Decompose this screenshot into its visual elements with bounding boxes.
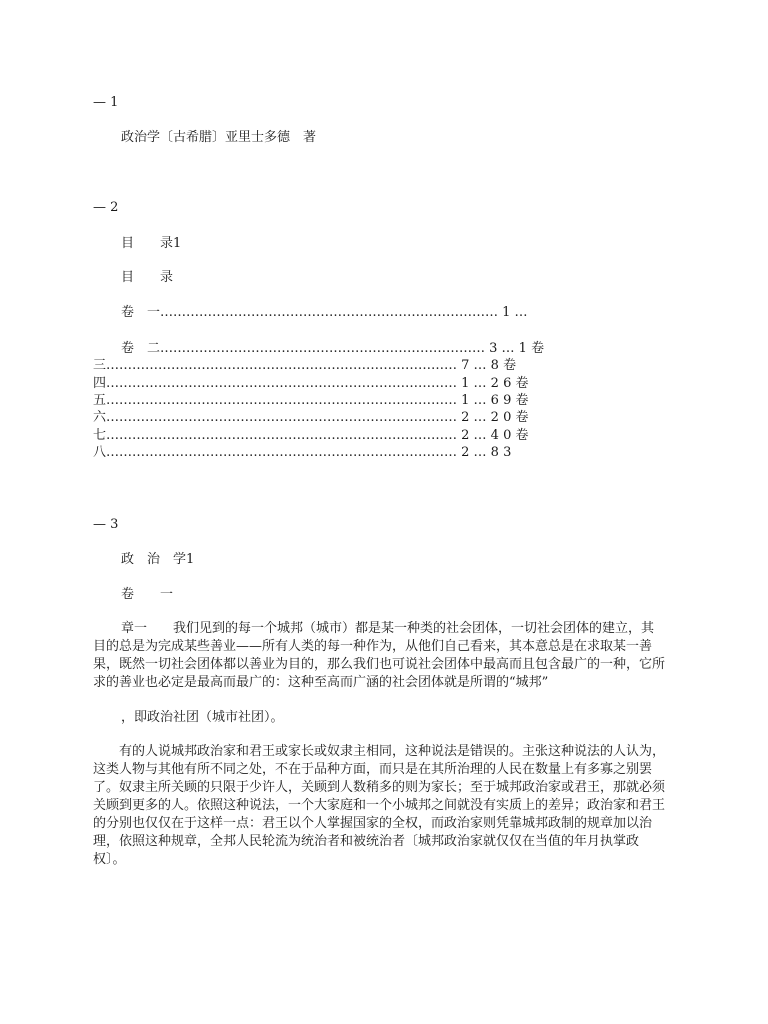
chapter-paragraph-2: 有的人说城邦政治家和君王或家长或奴隶主相同，这种说法是错误的。主张这种说法的人认为，这类人物与其他有所不同之处，不在于品种方面，而只是在其所治理的人民在数量上有多寡之别罢了。奴隶主所关顾的只限于少许人，关顾到人数稍多的则为家长；至于城邦政治家或君王，那就必须关顾到更多的人。依照这种说法，一个大家庭和一个小城邦之间就没有实质上的差异；政治家和君王的分别也仅仅在于这样一点：君王以个人掌握国家的全权，而政治家则凭靠城邦政制的规章加以治理，依照这种规章，全邦人民轮流为统治者和被统治者〔城邦政治家就仅仅在当值的年月执掌政权〕。 [93,744,666,867]
paragraph-continuation: ，即政治社团（城市社团）。 [121,710,284,725]
toc-row: 四……………………………………………………………………… 1 … 2 6 卷 [93,376,529,391]
work-title: 政 治 学1 [121,552,195,567]
section-marker-1: — 1 [93,95,119,110]
chapter-label: 章一 [121,621,148,636]
chapter-paragraph-1 [93,620,665,692]
section-marker-3: — 3 [93,517,119,532]
toc-row: 八……………………………………………………………………… 2 … 8 3 [93,445,512,460]
toc-heading-1: 目 录1 [121,236,182,251]
section-marker-2: — 2 [93,200,119,215]
book-heading: 卷 一 [121,587,174,602]
book-title-line: 政治学〔古希腊〕亚里士多德 著 [121,130,317,145]
toc-row: 六……………………………………………………………………… 2 … 2 0 卷 [93,410,529,425]
toc-row: 三……………………………………………………………………… 7 … 8 卷 [93,358,517,373]
toc-row: 七……………………………………………………………………… 2 … 4 0 卷 [93,428,529,443]
toc-line-book-1: 卷 一…………………………………………………………………… 1 … [121,305,528,320]
toc-heading-2: 目 录 [121,270,174,285]
toc-row: 五……………………………………………………………………… 1 … 6 9 卷 [93,393,529,408]
toc-line-book-2: 卷 二………………………………………………………………… 3 … 1 卷 [121,341,545,356]
paragraph-text: 我们见到的每一个城邦（城市）都是某一种类的社会团体，一切社会团体的建立，其目的总是为完成某些善业——所有人类的每一种作为，从他们自己看来，其本意总是在求取某一善果，既然一切社会团体都以善业为目的，那么我们也可说社会团体中最高而且包含最广的一种，它所求的善业也必定是最高而最广的：这种至高而广涵的社会团体就是所谓的“城邦” [93,621,666,690]
